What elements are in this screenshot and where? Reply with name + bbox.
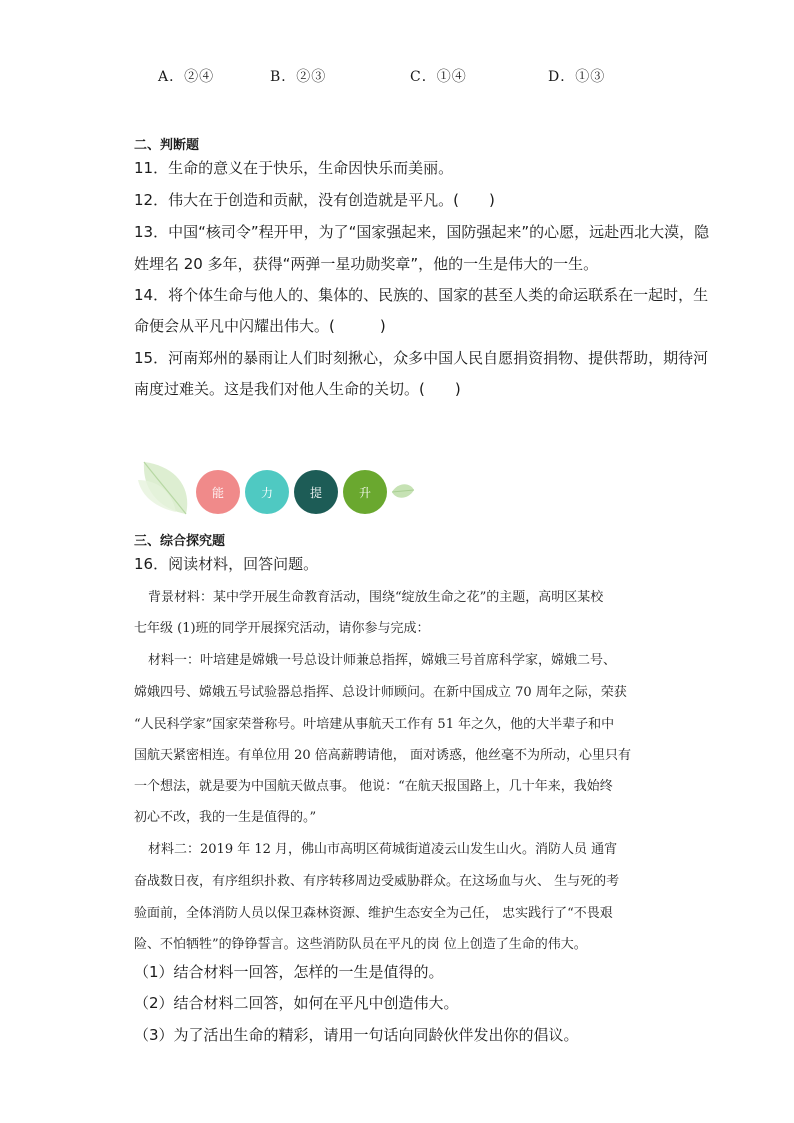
banner-text-ti: 提 (309, 485, 322, 500)
sub-question-2: （2）结合材料二回答，如何在平凡中创造伟大。 (134, 994, 459, 1012)
small-leaf-icon (390, 482, 416, 502)
leaf-decoration-icon (136, 458, 196, 518)
material1-line5: 一个想法，就是要为中国航天做点事。 他说：“在航天报国路上，几十年来，我始终 (134, 779, 613, 794)
material1-line2: 嫦娥四号、嫦娥五号试验器总指挥、总设计师顾问。在新中国成立 70 周年之际，荣获 (134, 685, 627, 700)
material1-line6: 初心不改，我的一生是值得的。” (134, 810, 317, 825)
question-13-line2: 姓埋名 20 多年，获得“两弹一星功勋奖章”，他的一生是伟大的一生。 (134, 255, 599, 273)
banner-text-neng: 能 (211, 485, 224, 500)
material1-line4: 国航天紧密相连。有单位用 20 倍高薪聘请他， 面对诱惑，他丝毫不为所动，心里只有 (134, 748, 631, 763)
question-12: 12．伟大在于创造和贡献，没有创造就是平凡。( ) (134, 191, 495, 209)
background-material-line2: 七年级 (1)班的同学开展探究活动，请你参与完成： (134, 621, 430, 636)
question-16: 16．阅读材料，回答问题。 (134, 555, 319, 573)
sub-question-1: （1）结合材料一回答，怎样的一生是值得的。 (134, 963, 444, 981)
question-14-line1: 14．将个体生命与他人的、集体的、民族的、国家的甚至人类的命运联系在一起时，生 (134, 286, 709, 304)
option-b: B．②③ (270, 69, 327, 85)
question-13-line1: 13．中国“核司令”程开甲，为了“国家强起来，国防强起来”的心愿，远赴西北大漠，隐 (134, 223, 710, 241)
question-14-line2: 命便会从平凡中闪耀出伟大。( ) (134, 317, 386, 335)
banner-circle-ti (294, 470, 338, 514)
material2-line4: 险、不怕牺牲”的铮铮誓言。这些消防队员在平凡的岗 位上创造了生命的伟大。 (134, 937, 587, 952)
material1-line1: 材料一：叶培建是嫦娥一号总设计师兼总指挥，嫦娥三号首席科学家，嫦娥二号、 (148, 653, 617, 668)
banner-text-li: 力 (260, 485, 273, 500)
option-a: A．②④ (158, 69, 215, 85)
question-15-line1: 15．河南郑州的暴雨让人们时刻揪心，众多中国人民自愿捐资捐物、提供帮助，期待河 (134, 349, 709, 367)
sub-question-3: （3）为了活出生命的精彩，请用一句话向同龄伙伴发出你的倡议。 (134, 1026, 579, 1044)
material2-line3: 验面前，全体消防人员以保卫森林资源、维护生态安全为己任， 忠实践行了“不畏艰 (134, 906, 613, 921)
question-15-line2: 南度过难关。这是我们对他人生命的关切。( ) (134, 380, 461, 398)
banner-text-sheng: 升 (358, 485, 371, 500)
section-title-inquiry: 三、综合探究题 (134, 534, 226, 549)
question-11: 11．生命的意义在于快乐，生命因快乐而美丽。 (134, 159, 454, 177)
banner-circle-li (245, 470, 289, 514)
material1-line3: “人民科学家”国家荣誉称号。叶培建从事航天工作有 51 年之久，他的大半辈子和中 (134, 717, 615, 732)
option-c: C．①④ (410, 69, 467, 85)
banner-circle-neng (196, 470, 240, 514)
material2-line1: 材料二：2019 年 12 月，佛山市高明区荷城街道凌云山发生山火。消防人员 通宵 (148, 842, 618, 857)
banner-circle-sheng (343, 470, 387, 514)
option-d: D．①③ (548, 69, 606, 85)
background-material-line1: 背景材料：某中学开展生命教育活动，围绕“绽放生命之花”的主题，高明区某校 (148, 590, 604, 605)
section-title-judgement: 二、判断题 (134, 138, 200, 153)
material2-line2: 奋战数日夜，有序组织扑救、有序转移周边受威胁群众。在这场血与火、 生与死的考 (134, 874, 620, 889)
